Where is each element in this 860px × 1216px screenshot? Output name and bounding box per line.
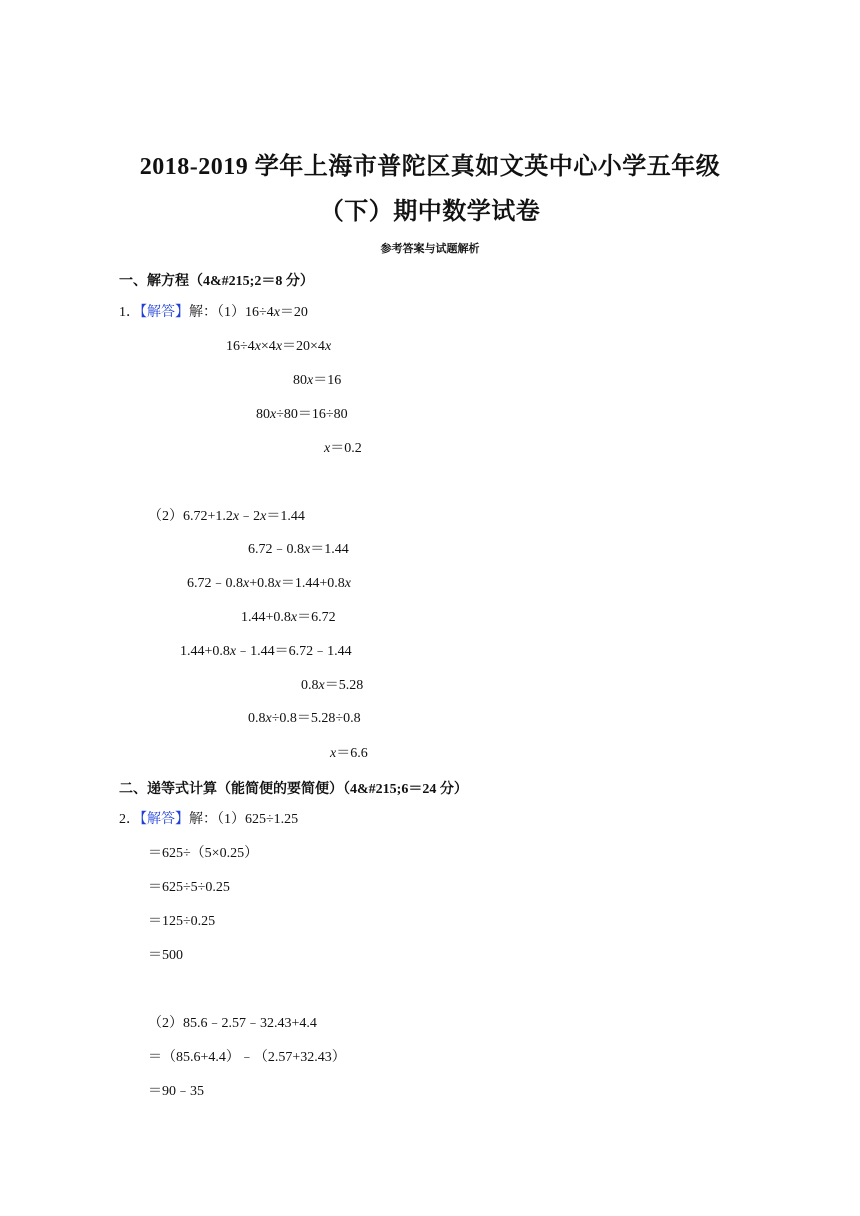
q1-part1-line: 16÷4x×4x＝20×4x [226,339,332,354]
q1-part2-line: 6.72﹣0.8x+0.8x＝1.44+0.8x [187,576,351,591]
q2-answer-tag: 【解答】 [140,812,189,827]
q1-part2-line: 6.72﹣0.8x＝1.44 [248,542,349,557]
q2-number: 2． [119,812,140,827]
q2-part2-line: ＝（85.6+4.4）﹣（2.57+32.43） [148,1050,346,1065]
q2-part1-line: ＝625÷5÷0.25 [148,880,230,895]
q1-part1-line: x＝0.2 [324,441,362,456]
q2-part1-line: （1）625÷1.25 [217,812,299,827]
q1-part1-line: （1）16÷4x＝20 [217,305,308,320]
q1-part2-line: 0.8x÷0.8＝5.28÷0.8 [248,711,361,726]
q2-part1-line: ＝500 [148,948,183,963]
section-heading-1: 一、解方程（4&#215;2＝8 分） [119,274,314,289]
q2-part1-line: ＝125÷0.25 [148,914,216,929]
q1-part2-line: 0.8x＝5.28 [301,678,364,693]
q1-part1-line: 80x＝16 [293,373,342,388]
q2-part1-line: ＝625÷（5×0.25） [148,846,259,861]
doc-title-line2: （下）期中数学试卷 [319,199,541,225]
q2-header [119,811,298,829]
q1-header [119,304,308,322]
doc-title-line1: 2018-2019 学年上海市普陀区真如文英中心小学五年级 [139,154,721,180]
section-heading-2: 二、递等式计算（能简便的要简便）（4&#215;6＝24 分） [119,782,468,797]
q1-part2-line: 1.44+0.8x﹣1.44＝6.72﹣1.44 [180,644,352,659]
q1-part2-line: （2）6.72+1.2x﹣2x＝1.44 [148,509,305,524]
q2-part2-line: （2）85.6﹣2.57﹣32.43+4.4 [148,1016,317,1031]
q1-part2-line: 1.44+0.8x＝6.72 [241,610,336,625]
q1-number: 1． [119,305,140,320]
q1-part2-line: x＝6.6 [330,746,368,761]
q2-prefix: 解： [189,812,217,827]
q2-part2-line: ＝90﹣35 [148,1084,204,1099]
doc-subtitle: 参考答案与试题解析 [380,242,480,255]
q1-part1-line: 80x÷80＝16÷80 [256,407,348,422]
q1-answer-tag: 【解答】 [140,305,189,320]
q1-prefix: 解： [189,305,217,320]
